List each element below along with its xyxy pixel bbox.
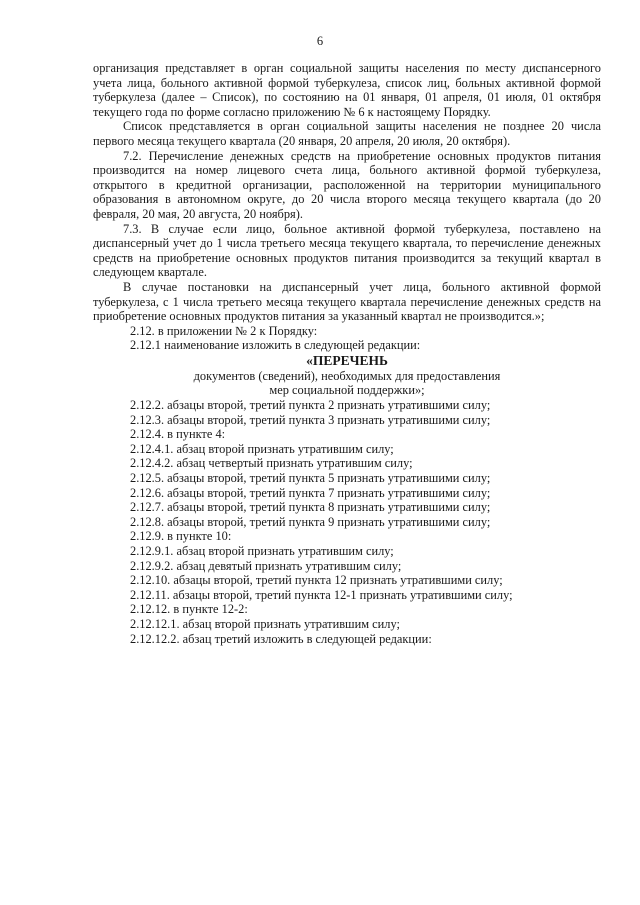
list-item: 2.12.3. абзацы второй, третий пункта 3 признать утратившими силу; <box>130 412 491 427</box>
list-item: 2.12.7. абзацы второй, третий пункта 8 признать утратившими силу; <box>130 500 491 515</box>
list-item: 2.12.12.2. абзац третий изложить в следующей редакции: <box>130 631 432 646</box>
list-item: 2.12.9. в пункте 10: <box>130 529 232 544</box>
paragraph-7-2: 7.2. Перечисление денежных средств на приобретение основных продуктов питания производится на номер лицевого счета лица, больного активной формой туберкулеза, открытого в кредитной организации, расположенной на территории муниципального образования в автономном округе, до 20 числа второго месяца текущего квартала (до 20 февраля, 20 мая, 20 августа, 20 ноября). <box>93 148 601 221</box>
list-item: 2.12.2. абзацы второй, третий пункта 2 признать утратившими силу; <box>130 398 491 413</box>
list-item: 2.12.4.2. абзац четвертый признать утратившим силу; <box>130 456 413 471</box>
list-item: 2.12.6. абзацы второй, третий пункта 7 признать утратившими силу; <box>130 485 491 500</box>
paragraph-list-deadline: Список представляется в орган социальной защиты населения не позднее 20 числа первого месяца текущего квартала (20 января, 20 апреля, 20 июля, 20 октября). <box>93 119 601 148</box>
list-item: 2.12.9.2. абзац девятый признать утратившим силу; <box>130 558 402 573</box>
list-item: 2.12.12.1. абзац второй признать утратившим силу; <box>130 616 400 631</box>
list-item: 2.12.10. абзацы второй, третий пункта 12 признать утратившими силу; <box>130 573 503 588</box>
list-item: 2.12.4.1. абзац второй признать утратившим силу; <box>130 441 394 456</box>
list-item: 2.12. в приложении № 2 к Порядку: <box>130 323 318 338</box>
list-item: 2.12.1 наименование изложить в следующей редакции: <box>130 338 421 353</box>
heading-title: «ПЕРЕЧЕНЬ <box>306 352 388 368</box>
paragraph-7-3: 7.3. В случае если лицо, больное активной формой туберкулеза, поставлено на диспансерный учет до 1 числа третьего месяца текущего квартала, то перечисление денежных средств на приобретение основных продуктов питания производится за текущий квартал в следующем квартале. <box>93 221 601 280</box>
list-item: 2.12.8. абзацы второй, третий пункта 9 признать утратившими силу; <box>130 514 491 529</box>
document-body <box>93 61 601 646</box>
list-item: 2.12.12. в пункте 12-2: <box>130 602 248 617</box>
list-item: 2.12.9.1. абзац второй признать утратившим силу; <box>130 544 394 558</box>
paragraph-third-month: В случае постановки на диспансерный учет лица, больного активной формой туберкулеза, с 1 числа третьего месяца текущего квартала перечисление денежных средств на приобретение основных продуктов питания за указанный квартал не производится.»; <box>93 279 601 324</box>
list-item: 2.12.11. абзацы второй, третий пункта 12-1 признать утратившими силу; <box>130 587 513 602</box>
list-item: 2.12.5. абзацы второй, третий пункта 5 признать утратившими силу; <box>130 471 491 486</box>
page-number: 6 <box>316 34 324 48</box>
heading-line: мер социальной поддержки»; <box>269 383 425 398</box>
paragraph-list-submission: организация представляет в орган социальной защиты населения по месту диспансерного учета лица, больного активной формой туберкулеза, список лиц, больных активной формой туберкулеза (далее – Список), по состоянию на 01 января, 01 апреля, 01 июля, 01 октября текущего года по форме согласно приложению № 6 к настоящему Порядку. <box>93 61 601 119</box>
list-item: 2.12.4. в пункте 4: <box>130 427 226 442</box>
heading-line: документов (сведений), необходимых для предоставления <box>193 368 501 383</box>
